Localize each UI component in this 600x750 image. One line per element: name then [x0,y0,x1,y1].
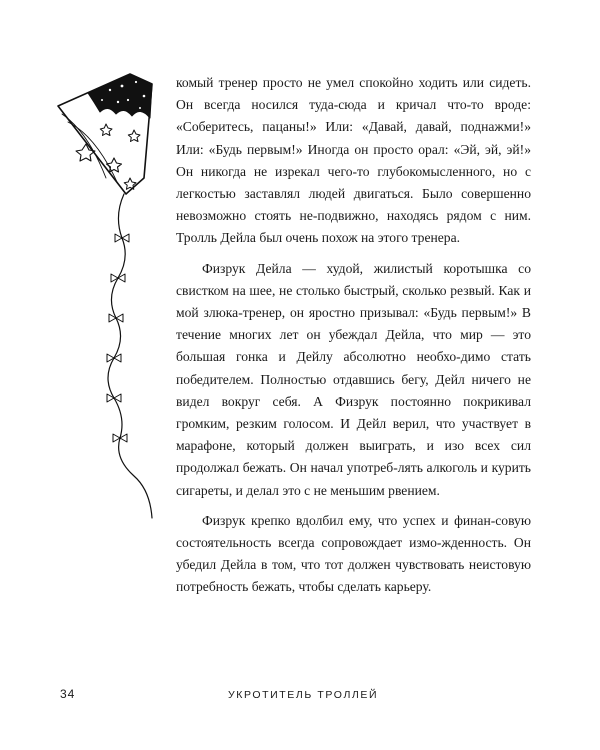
paragraph: комый тренер просто не умел спокойно ходить или сидеть. Он всегда носился туда-сюда и кричал что-то вроде: «Соберитесь, пацаны!» Или: «Давай, давай, поднажми!» Или: «Будь первым!» Иногда он просто орал: «Эй, эй, эй!» Он никогда не изрекал чего-то глубокомысленного, но с легкостью заставлял людей двигаться. Было совершенно невозможно стоять не-подвижно, находясь рядом с ним. Тролль Дейла был очень похож на этого тренера. [176,75,531,246]
paragraph: Физрук крепко вдолбил ему, что успех и финан-совую состоятельность всегда сопровождает измо-жденность. Он убедил Дейла в том, что тот должен чувствовать неистовую потребность бежать, чтобы сделать карьеру. [176,512,531,595]
page-number: 34 [60,687,76,701]
main-text [176,72,531,599]
paragraph: Физрук Дейла — худой, жилистый коротышка со свистком на шее, не столько быстрый, сколько резвый. Как и мой злюка-тренер, он яростно призывал: «Будь первым!» В течение многих лет он убеждал Дейла, что мир — это большая гонка и Дейлу абсолютно необхо-димо стать победителем. Полностью отдавшись бегу, Дейл ничего не видел вокруг себя. А Физрук постоянно покрикивал громким, резким голосом. И Дейл верил, что участвует в марафоне, который должен выиграть, и изо всех сил продолжал бежать. Он начал употреб-лять алкоголь и курить сигареты, и делал это с не меньшим рвением. [176,260,531,498]
kite-with-stars-icon [48,66,168,536]
running-title: УКРОТИТЕЛЬ ТРОЛЛЕЙ [228,689,379,701]
